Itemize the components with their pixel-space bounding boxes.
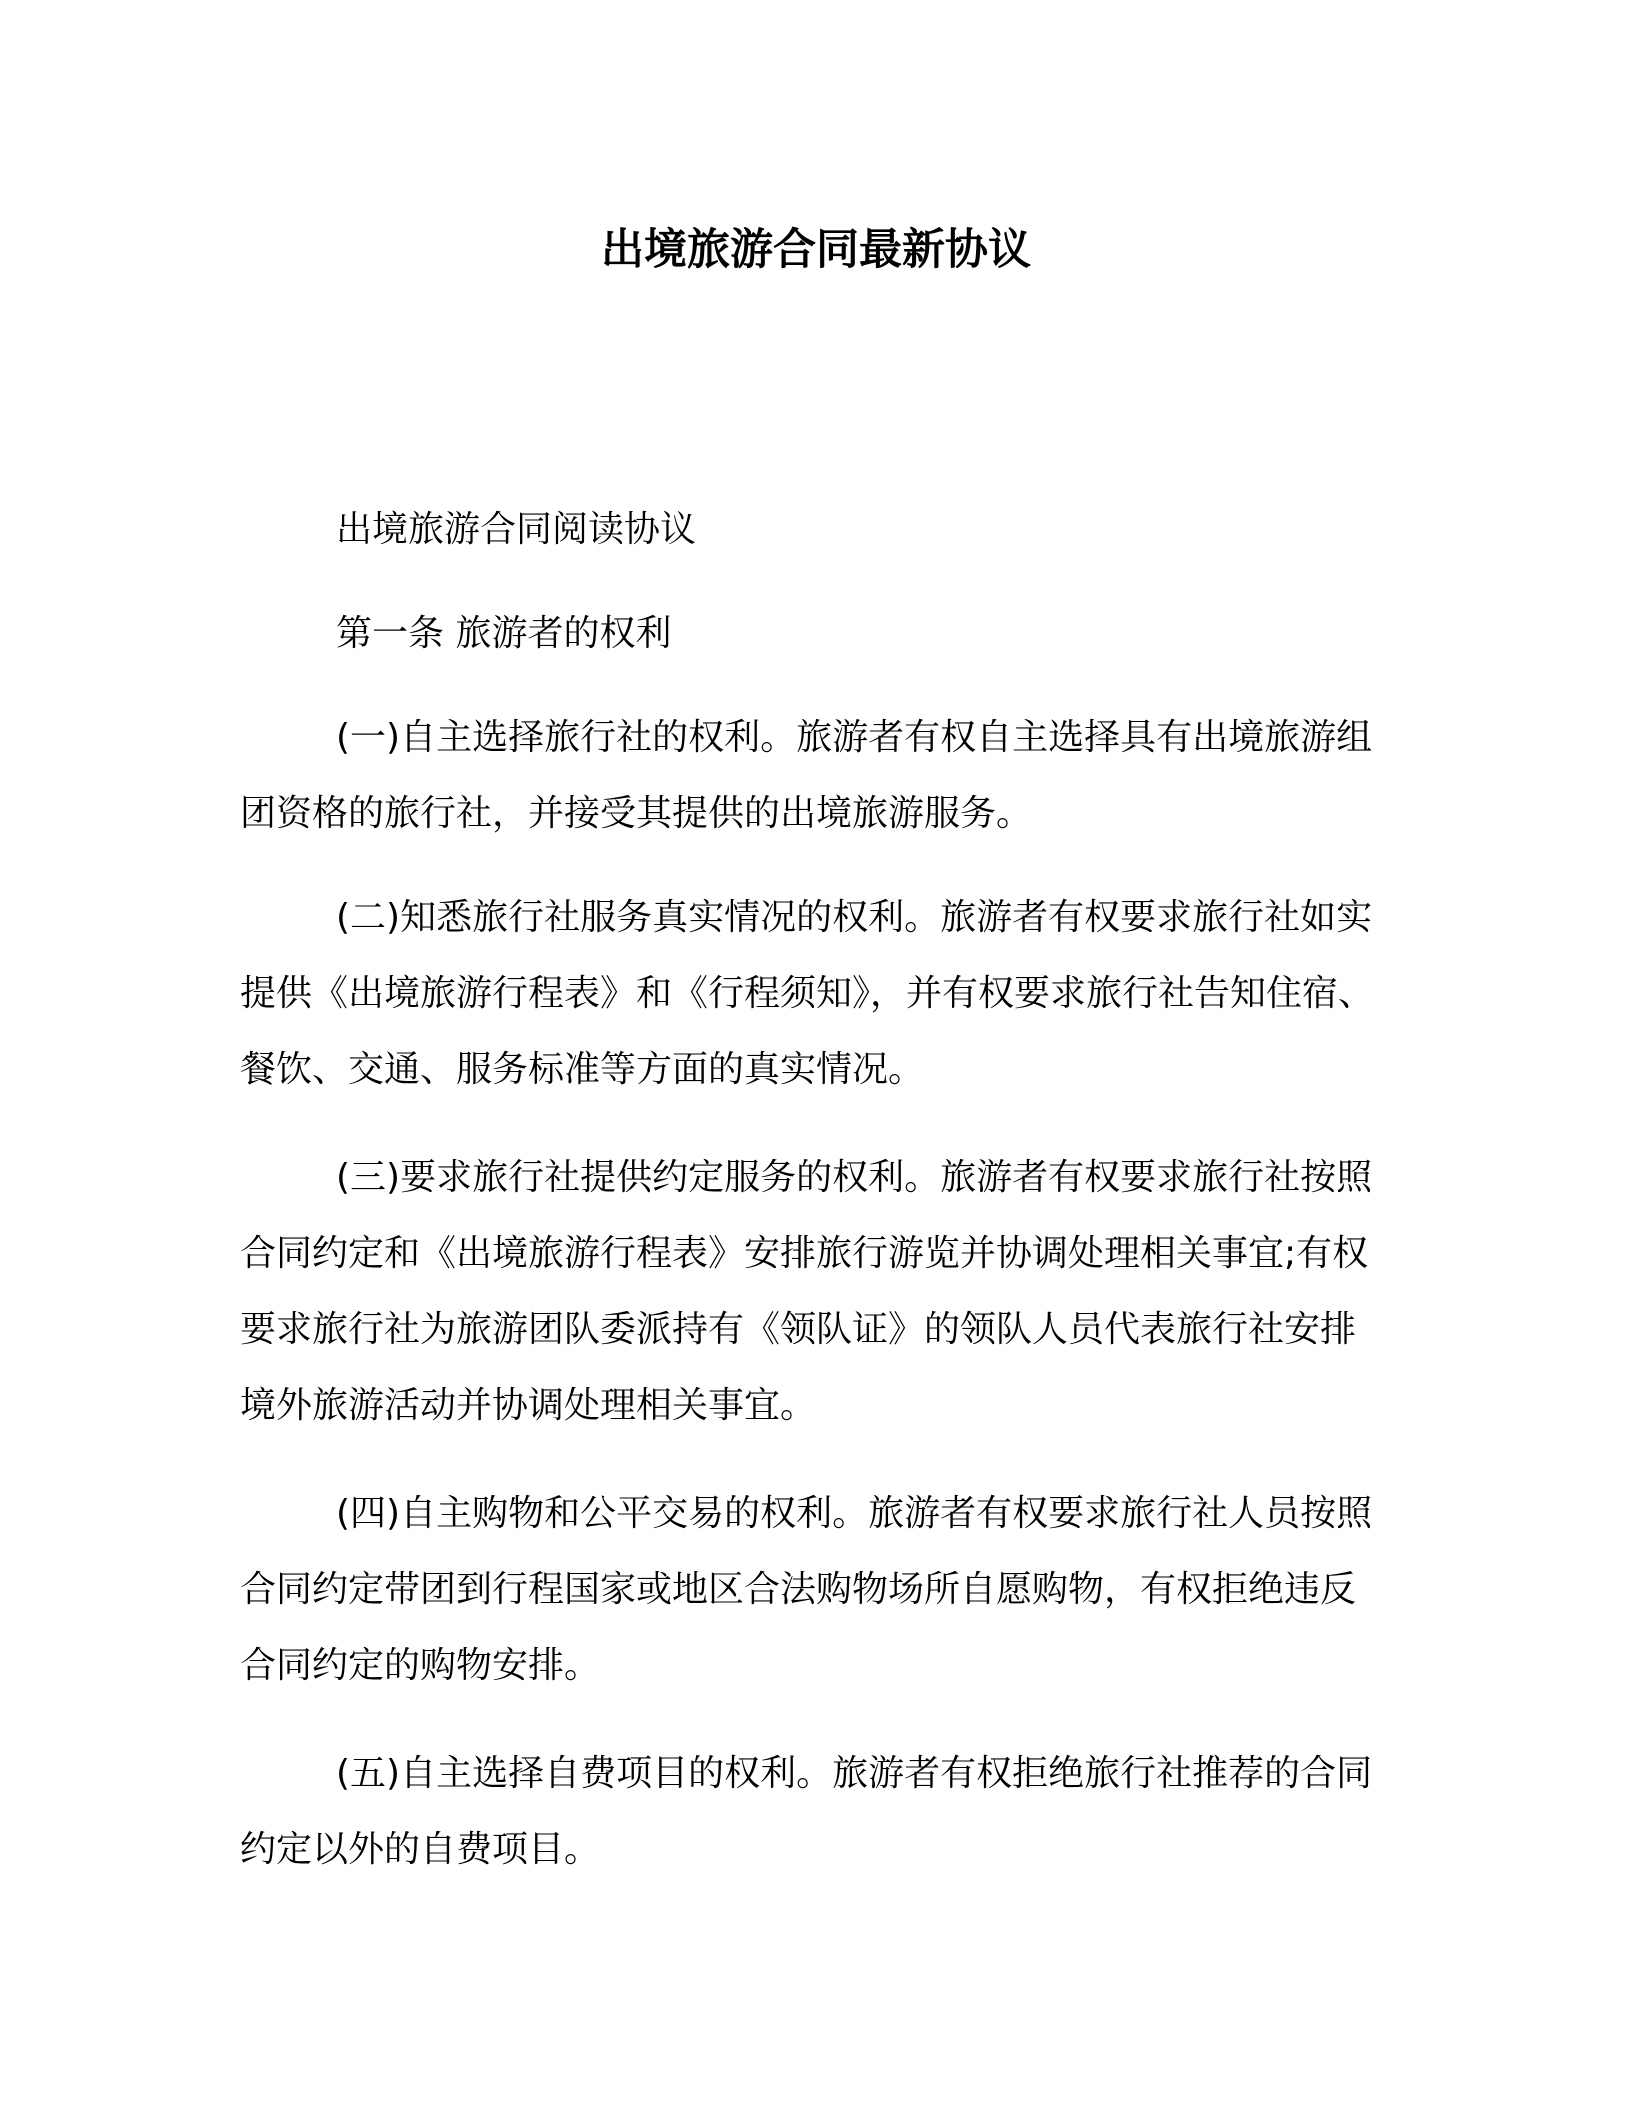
document-subtitle: 出境旅游合同阅读协议 [336,509,697,550]
paragraph-1: (一)自主选择旅行社的权利。旅游者有权自主选择具有出境旅游组团资格的旅行社，并接受其提供的出境旅游服务。 [240,717,1373,834]
article-heading: 第一条 旅游者的权利 [336,613,672,654]
document-title: 出境旅游合同最新协议 [601,225,1031,275]
paragraph-5: (五)自主选择自费项目的权利。旅游者有权拒绝旅行社推荐的合同约定以外的自费项目。 [240,1753,1373,1870]
paragraph-3: (三)要求旅行社提供约定服务的权利。旅游者有权要求旅行社按照合同约定和《出境旅游行程表》安排旅行游览并协调处理相关事宜;有权要求旅行社为旅游团队委派持有《领队证》的领队人员代表旅行社安排境外旅游活动并协调处理相关事宜。 [240,1157,1373,1426]
paragraph-2: (二)知悉旅行社服务真实情况的权利。旅游者有权要求旅行社如实提供《出境旅游行程表》和《行程须知》，并有权要求旅行社告知住宿、餐饮、交通、服务标准等方面的真实情况。 [240,897,1375,1090]
paragraph-4: (四)自主购物和公平交易的权利。旅游者有权要求旅行社人员按照合同约定带团到行程国家或地区合法购物场所自愿购物，有权拒绝违反合同约定的购物安排。 [240,1493,1373,1686]
